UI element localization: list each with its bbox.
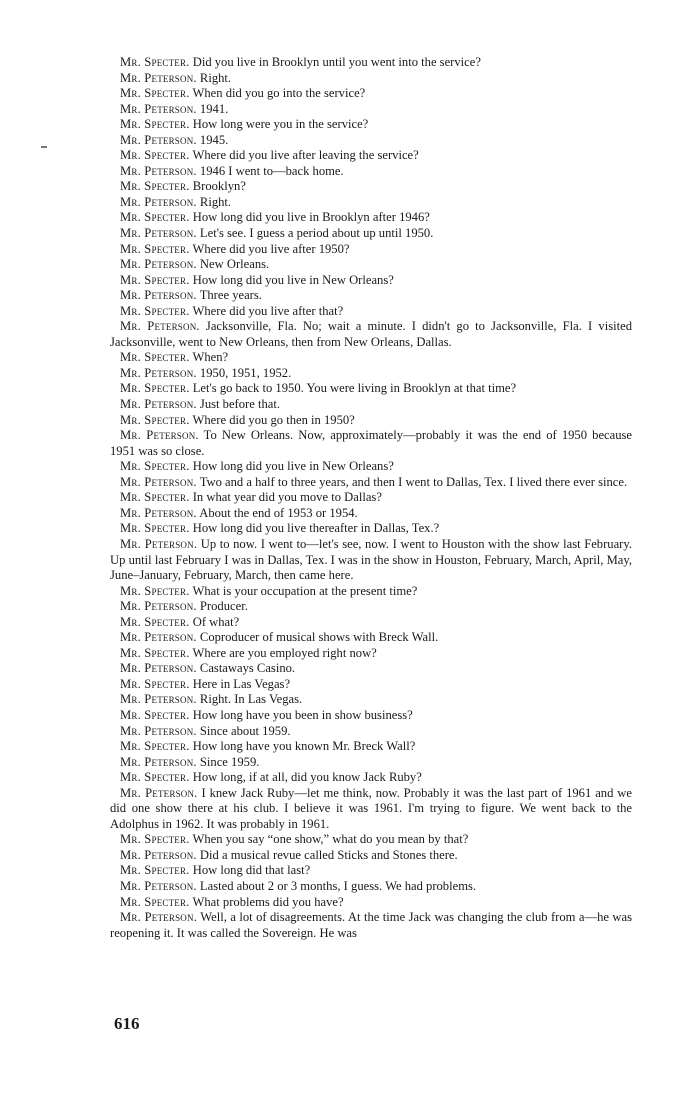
speaker-name: Mr. Specter. <box>120 894 190 909</box>
speech-text: When did you go into the service? <box>192 86 366 101</box>
speaker-name: Mr. Specter. <box>120 739 190 754</box>
transcript-paragraph <box>110 428 632 459</box>
speech-text: When? <box>192 350 229 365</box>
transcript-paragraph <box>110 615 632 631</box>
speaker-name: Mr. Peterson. <box>120 70 197 85</box>
transcript-paragraph <box>110 661 632 677</box>
speech-text: Producer. <box>199 599 248 614</box>
transcript-paragraph <box>110 677 632 693</box>
transcript-paragraph <box>110 848 632 864</box>
speaker-name: Mr. Peterson. <box>120 163 197 178</box>
transcript-paragraph <box>110 459 632 475</box>
transcript-paragraph <box>110 537 632 584</box>
speaker-name: Mr. Specter. <box>120 381 190 396</box>
transcript-paragraph <box>110 646 632 662</box>
speaker-name: Mr. Peterson. <box>120 101 197 116</box>
speaker-name: Mr. Specter. <box>120 583 190 598</box>
speech-text: Here in Las Vegas? <box>192 676 291 691</box>
speaker-name: Mr. Peterson. <box>120 194 197 209</box>
speech-text: How long did that last? <box>192 863 311 878</box>
speaker-name: Mr. Specter. <box>120 490 190 505</box>
speaker-name: Mr. Specter. <box>120 55 190 69</box>
transcript-paragraph <box>110 133 632 149</box>
speaker-name: Mr. Specter. <box>120 210 190 225</box>
speaker-name: Mr. Peterson. <box>120 847 197 862</box>
speaker-name: Mr. Specter. <box>120 179 190 194</box>
speaker-name: Mr. Peterson. <box>120 257 197 272</box>
speaker-name: Mr. Specter. <box>120 645 190 660</box>
speech-text: New Orleans. <box>199 257 270 272</box>
speech-text: How long were you in the service? <box>192 117 369 132</box>
transcript-paragraph <box>110 179 632 195</box>
transcript-paragraph <box>110 242 632 258</box>
speaker-name: Mr. Specter. <box>120 86 190 101</box>
speaker-name: Mr. Peterson. <box>120 785 198 800</box>
speech-text: In what year did you move to Dallas? <box>192 490 382 505</box>
transcript-paragraph <box>110 304 632 320</box>
speech-text: Since 1959. <box>199 754 260 769</box>
speaker-name: Mr. Peterson. <box>120 599 197 614</box>
speech-text: 1946 I went to—back home. <box>199 163 344 178</box>
speaker-name: Mr. Peterson. <box>120 910 198 925</box>
transcript-paragraph <box>110 195 632 211</box>
speech-text: Right. <box>199 70 232 85</box>
transcript-paragraph <box>110 832 632 848</box>
speech-text: Where are you employed right now? <box>192 645 377 660</box>
speech-text: I knew Jack Ruby—let me think, now. Probably it was the last part of 1961 and we did one show there at his club. I believe it was 1961. I'm trying to figure. We went back to the Adolphus in 1962. It was probably in 1961. <box>110 785 632 831</box>
speaker-name: Mr. Peterson. <box>120 397 197 412</box>
speaker-name: Mr. Specter. <box>120 272 190 287</box>
transcript-paragraph <box>110 71 632 87</box>
transcript-paragraph <box>110 148 632 164</box>
transcript-paragraph <box>110 117 632 133</box>
transcript-paragraph <box>110 226 632 242</box>
page-number: 616 <box>114 1014 140 1033</box>
speech-text: When you say “one show,” what do you mean by that? <box>192 832 469 847</box>
speech-text: Three years. <box>199 288 262 303</box>
speech-text: Right. <box>199 194 232 209</box>
speech-text: 1941. <box>199 101 229 116</box>
speech-text: Jacksonville, Fla. No; wait a minute. I didn't go to Jacksonville, Fla. I visited Jacksonville, went to New Orleans, then from New Orleans, Dallas. <box>110 319 632 349</box>
transcript-paragraph <box>110 879 632 895</box>
speaker-name: Mr. Specter. <box>120 303 190 318</box>
speaker-name: Mr. Specter. <box>120 832 190 847</box>
speech-text: Where did you live after leaving the service? <box>192 148 419 163</box>
speech-text: About the end of 1953 or 1954. <box>199 505 358 520</box>
speaker-name: Mr. Specter. <box>120 863 190 878</box>
transcript-paragraph <box>110 630 632 646</box>
speaker-name: Mr. Peterson. <box>120 365 197 380</box>
transcript-paragraph <box>110 288 632 304</box>
speaker-name: Mr. Peterson. <box>120 226 197 241</box>
speech-text: Two and a half to three years, and then I went to Dallas, Tex. I lived there ever since. <box>199 474 628 489</box>
transcript-paragraph <box>110 521 632 537</box>
speaker-name: Mr. Specter. <box>120 459 190 474</box>
speaker-name: Mr. Peterson. <box>120 536 198 551</box>
speaker-name: Mr. Peterson. <box>120 474 197 489</box>
speaker-name: Mr. Peterson. <box>120 661 197 676</box>
speaker-name: Mr. Specter. <box>120 521 190 536</box>
margin-mark <box>41 146 47 148</box>
speech-text: Where did you live after that? <box>192 303 344 318</box>
speaker-name: Mr. Peterson. <box>120 505 197 520</box>
transcript-paragraph <box>110 350 632 366</box>
transcript-paragraph <box>110 86 632 102</box>
speaker-name: Mr. Peterson. <box>120 630 197 645</box>
speech-text: Up to now. I went to—let's see, now. I went to Houston with the show last February. Up until last February I was in Dallas, Tex. I was in the show in Houston, February, March, April, May, June–January, February, March, then came here. <box>110 536 632 583</box>
speech-text: Where did you go then in 1950? <box>192 412 355 427</box>
speech-text: Did a musical revue called Sticks and Stones there. <box>199 847 458 862</box>
speech-text: Did you live in Brooklyn until you went into the service? <box>192 55 481 69</box>
speech-text: Well, a lot of disagreements. At the time Jack was changing the club from a—he was reopening it. It was called the Sovereign. He was <box>110 910 632 940</box>
transcript-paragraph <box>110 786 632 833</box>
speaker-name: Mr. Peterson. <box>120 428 199 443</box>
speech-text: How long have you been in show business? <box>192 707 413 722</box>
transcript-paragraph <box>110 708 632 724</box>
speaker-name: Mr. Specter. <box>120 148 190 163</box>
speech-text: 1950, 1951, 1952. <box>199 365 292 380</box>
speech-text: Let's go back to 1950. You were living in Brooklyn at that time? <box>192 381 517 396</box>
transcript-paragraph <box>110 55 632 71</box>
speaker-name: Mr. Peterson. <box>120 319 200 334</box>
speech-text: How long did you live in New Orleans? <box>192 272 394 287</box>
transcript-paragraph <box>110 692 632 708</box>
transcript-paragraph <box>110 475 632 491</box>
speaker-name: Mr. Peterson. <box>120 723 197 738</box>
speaker-name: Mr. Peterson. <box>120 878 197 893</box>
speech-text: How long did you live in Brooklyn after 1946? <box>192 210 430 225</box>
speaker-name: Mr. Specter. <box>120 412 190 427</box>
transcript-paragraph <box>110 506 632 522</box>
speech-text: Of what? <box>192 614 240 629</box>
transcript-paragraph <box>110 724 632 740</box>
transcript-paragraph <box>110 599 632 615</box>
transcript-paragraph <box>110 257 632 273</box>
speech-text: Lasted about 2 or 3 months, I guess. We had problems. <box>199 878 477 893</box>
transcript-paragraph <box>110 895 632 911</box>
speech-text: How long did you live in New Orleans? <box>192 459 394 474</box>
speaker-name: Mr. Peterson. <box>120 288 197 303</box>
speech-text: How long have you known Mr. Breck Wall? <box>192 739 416 754</box>
transcript-paragraph <box>110 397 632 413</box>
transcript-paragraph <box>110 739 632 755</box>
transcript-paragraph <box>110 770 632 786</box>
speaker-name: Mr. Peterson. <box>120 132 197 147</box>
speaker-name: Mr. Specter. <box>120 770 190 785</box>
speaker-name: Mr. Peterson. <box>120 692 197 707</box>
transcript-paragraph <box>110 381 632 397</box>
transcript-paragraph <box>110 319 632 350</box>
speaker-name: Mr. Specter. <box>120 350 190 365</box>
transcript-paragraph <box>110 755 632 771</box>
transcript-paragraph <box>110 413 632 429</box>
transcript-page <box>110 55 632 941</box>
speech-text: What problems did you have? <box>192 894 344 909</box>
speaker-name: Mr. Peterson. <box>120 754 197 769</box>
speaker-name: Mr. Specter. <box>120 707 190 722</box>
speech-text: Just before that. <box>199 397 281 412</box>
speaker-name: Mr. Specter. <box>120 676 190 691</box>
speech-text: Castaways Casino. <box>199 661 296 676</box>
speech-text: Coproducer of musical shows with Breck Wall. <box>199 630 439 645</box>
transcript-paragraph <box>110 210 632 226</box>
speech-text: Brooklyn? <box>192 179 246 194</box>
speech-text: Right. In Las Vegas. <box>199 692 303 707</box>
transcript-paragraph <box>110 102 632 118</box>
transcript-paragraph <box>110 584 632 600</box>
transcript-paragraph <box>110 273 632 289</box>
transcript-paragraph <box>110 863 632 879</box>
speech-text: 1945. <box>199 132 229 147</box>
speech-text: How long, if at all, did you know Jack Ruby? <box>192 770 422 785</box>
speech-text: How long did you live thereafter in Dallas, Tex.? <box>192 521 440 536</box>
speech-text: What is your occupation at the present time? <box>192 583 418 598</box>
speaker-name: Mr. Specter. <box>120 241 190 256</box>
speech-text: Where did you live after 1950? <box>192 241 350 256</box>
speech-text: Since about 1959. <box>199 723 291 738</box>
transcript-paragraph <box>110 910 632 941</box>
speaker-name: Mr. Specter. <box>120 614 190 629</box>
transcript-paragraph <box>110 490 632 506</box>
speaker-name: Mr. Specter. <box>120 117 190 132</box>
speech-text: To New Orleans. Now, approximately—probably it was the end of 1950 because 1951 was so close. <box>110 428 633 458</box>
speech-text: Let's see. I guess a period about up until 1950. <box>199 226 434 241</box>
transcript-paragraph <box>110 164 632 180</box>
transcript-paragraph <box>110 366 632 382</box>
